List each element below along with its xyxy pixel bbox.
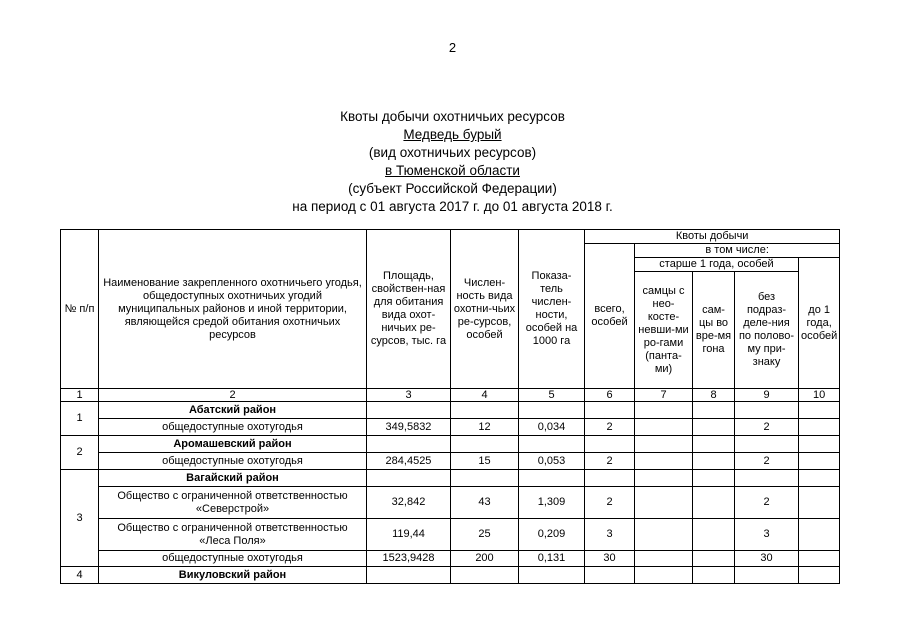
region-row — [61, 470, 840, 487]
cell-under1 — [799, 487, 840, 519]
cell-density: 0,209 — [519, 519, 585, 551]
cell-males-rut — [693, 519, 735, 551]
header-area: Площадь, свойствен-ная для обитания вида охот-ничьих ре-сурсов, тыс. га — [367, 230, 451, 389]
cell-name: общедоступные охотугодья — [99, 551, 367, 567]
cell-area: 32,842 — [367, 487, 451, 519]
cell-density: 0,053 — [519, 453, 585, 470]
quota-table — [60, 229, 840, 584]
column-number: 3 — [367, 389, 451, 402]
column-numbers-row — [61, 389, 840, 402]
cell-no-sex: 2 — [735, 453, 799, 470]
column-number: 6 — [585, 389, 635, 402]
cell-name: общедоступные охотугодья — [99, 453, 367, 470]
header-males-rut: сам-цы во вре-мя гона — [693, 272, 735, 389]
region-name: Викуловский район — [99, 567, 367, 584]
header-including: в том числе: — [635, 244, 840, 258]
column-number: 7 — [635, 389, 693, 402]
header-older: старше 1 года, особей — [635, 258, 799, 272]
column-number: 1 — [61, 389, 99, 402]
cell-name: Общество с ограниченной ответственностью «Северстрой» — [99, 487, 367, 519]
table-row — [61, 419, 840, 436]
cell-area: 1523,9428 — [367, 551, 451, 567]
row-number: 1 — [61, 402, 99, 436]
column-number: 4 — [451, 389, 519, 402]
cell-density: 0,034 — [519, 419, 585, 436]
cell-total: 30 — [585, 551, 635, 567]
cell-males-rut — [693, 419, 735, 436]
cell-density: 0,131 — [519, 551, 585, 567]
cell-name: общедоступные охотугодья — [99, 419, 367, 436]
header-row-1 — [61, 230, 840, 244]
column-number: 9 — [735, 389, 799, 402]
cell-males-no-antlers — [635, 419, 693, 436]
cell-total: 3 — [585, 519, 635, 551]
cell-under1 — [799, 453, 840, 470]
cell-count: 12 — [451, 419, 519, 436]
region-name: Аромашевский район — [99, 436, 367, 453]
region-name: Вагайский район — [99, 470, 367, 487]
table-row — [61, 453, 840, 470]
cell-under1 — [799, 419, 840, 436]
column-number: 10 — [799, 389, 840, 402]
region-row — [61, 567, 840, 584]
cell-total: 2 — [585, 453, 635, 470]
species-note: (вид охотничьих ресурсов) — [368, 145, 537, 160]
cell-males-rut — [693, 551, 735, 567]
header-name: Наименование закрепленного охотничьего угодья, общедоступных охотничьих угодий муниципальных районов и иной территории, являющейся средой обитания охотничьих ресурсов — [99, 230, 367, 389]
table-row — [61, 519, 840, 551]
row-number: 4 — [61, 567, 99, 584]
document-title: Квоты добычи охотничьих ресурсов — [340, 109, 565, 124]
cell-under1 — [799, 519, 840, 551]
column-number: 8 — [693, 389, 735, 402]
cell-name: Общество с ограниченной ответственностью «Леса Поля» — [99, 519, 367, 551]
row-number: 2 — [61, 436, 99, 470]
cell-area: 349,5832 — [367, 419, 451, 436]
cell-total: 2 — [585, 487, 635, 519]
cell-males-no-antlers — [635, 519, 693, 551]
page-number: 2 — [448, 40, 457, 55]
header-density: Показа-тель числен-ности, особей на 1000 га — [519, 230, 585, 389]
region-name: в Тюменской области — [385, 163, 520, 178]
cell-count: 15 — [451, 453, 519, 470]
cell-no-sex: 2 — [735, 419, 799, 436]
cell-count: 200 — [451, 551, 519, 567]
cell-males-rut — [693, 487, 735, 519]
cell-males-rut — [693, 453, 735, 470]
period: на период с 01 августа 2017 г. до 01 августа 2018 г. — [292, 199, 613, 214]
cell-males-no-antlers — [635, 487, 693, 519]
header-no-sex: без подраз-деле-ния по полово-му при-знаку — [735, 272, 799, 389]
cell-total: 2 — [585, 419, 635, 436]
header-count: Числен-ность вида охотни-чьих ре-сурсов, особей — [451, 230, 519, 389]
cell-no-sex: 2 — [735, 487, 799, 519]
species-name: Медведь бурый — [403, 127, 502, 142]
column-number: 5 — [519, 389, 585, 402]
region-name: Абатский район — [99, 402, 367, 419]
cell-males-no-antlers — [635, 453, 693, 470]
region-row — [61, 436, 840, 453]
header-num: № п/п — [61, 230, 99, 389]
header-total: всего, особей — [585, 244, 635, 389]
header-males-no-antlers: самцы с нео-косте-невши-ми ро-гами (панта-ми) — [635, 272, 693, 389]
cell-no-sex: 3 — [735, 519, 799, 551]
row-number: 3 — [61, 470, 99, 567]
title-block — [0, 108, 905, 216]
cell-males-no-antlers — [635, 551, 693, 567]
cell-area: 119,44 — [367, 519, 451, 551]
header-quotas: Квоты добычи — [585, 230, 840, 244]
column-number: 2 — [99, 389, 367, 402]
cell-no-sex: 30 — [735, 551, 799, 567]
cell-density: 1,309 — [519, 487, 585, 519]
table-row — [61, 551, 840, 567]
region-note: (субъект Российской Федерации) — [348, 181, 557, 196]
region-row — [61, 402, 840, 419]
cell-count: 43 — [451, 487, 519, 519]
cell-under1 — [799, 551, 840, 567]
cell-area: 284,4525 — [367, 453, 451, 470]
header-under1: до 1 года, особей — [799, 258, 840, 389]
cell-count: 25 — [451, 519, 519, 551]
table-row — [61, 487, 840, 519]
